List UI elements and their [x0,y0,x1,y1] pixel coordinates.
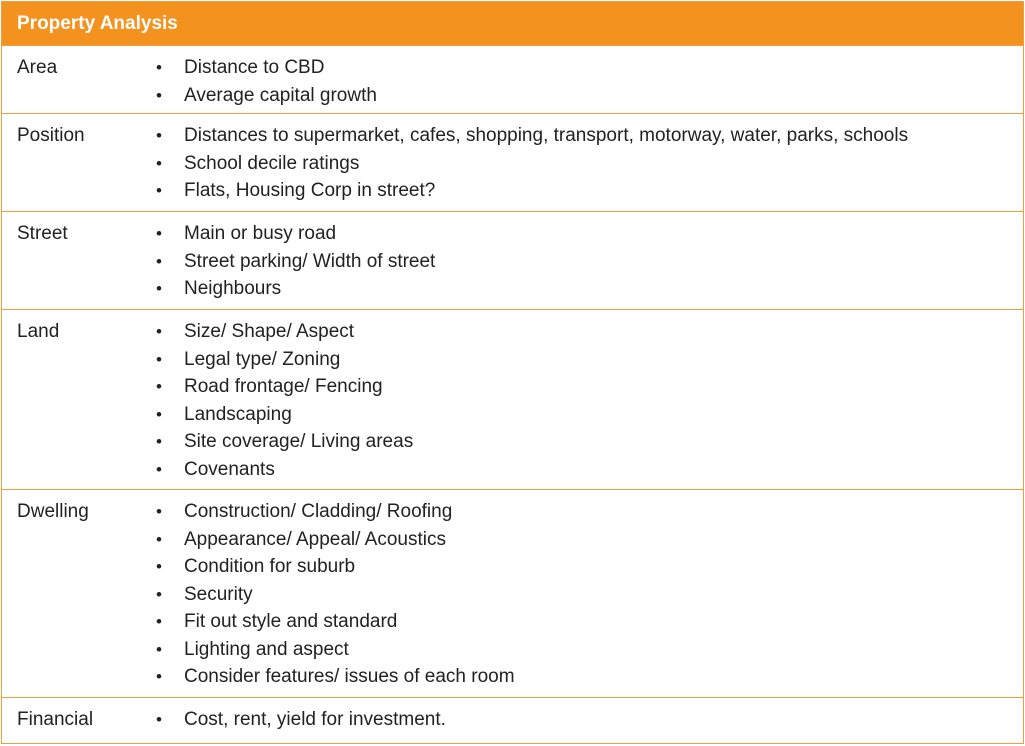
list-item: • Site coverage/ Living areas [140,428,1023,456]
row-category: Land [17,321,60,342]
list-item: • Average capital growth [140,82,1023,110]
row-category: Dwelling [17,501,89,522]
list-item: • Main or busy road [140,220,1023,248]
row-category: Financial [17,709,94,730]
row-items [140,212,1023,309]
table-row-financial [2,697,1023,743]
row-items [140,490,1023,697]
table-row-area [2,45,1023,113]
list-item: • Construction/ Cladding/ Roofing [140,498,1023,526]
list-item: • Covenants [140,456,1023,484]
property-analysis-table [1,1,1024,744]
list-item: • Consider features/ issues of each room [140,663,1023,691]
list-item: • Size/ Shape/ Aspect [140,318,1023,346]
row-category: Position [17,125,85,146]
list-item: • School decile ratings [140,150,1023,178]
table-row-street [2,211,1023,309]
table-row-position [2,113,1023,211]
list-item: • Landscaping [140,401,1023,429]
row-category: Street [17,223,68,244]
list-item: • Neighbours [140,275,1023,303]
row-items [140,114,1023,211]
list-item: • Flats, Housing Corp in street? [140,177,1023,205]
list-item: • Security [140,581,1023,609]
list-item: • Appearance/ Appeal/ Acoustics [140,526,1023,554]
row-items [140,310,1023,489]
row-items [140,698,1023,743]
list-item: • Lighting and aspect [140,636,1023,664]
table-header: Property Analysis [2,2,1023,45]
list-item: • Condition for suburb [140,553,1023,581]
list-item: • Road frontage/ Fencing [140,373,1023,401]
row-items [140,46,1023,113]
list-item: • Street parking/ Width of street [140,248,1023,276]
list-item: • Fit out style and standard [140,608,1023,636]
list-item: • Legal type/ Zoning [140,346,1023,374]
list-item: • Distance to CBD [140,54,1023,82]
row-category: Area [17,57,58,78]
table-row-dwelling [2,489,1023,697]
table-row-land [2,309,1023,489]
list-item: • Distances to supermarket, cafes, shopping, transport, motorway, water, parks, schools [140,122,1023,150]
list-item: • Cost, rent, yield for investment. [140,706,1023,734]
